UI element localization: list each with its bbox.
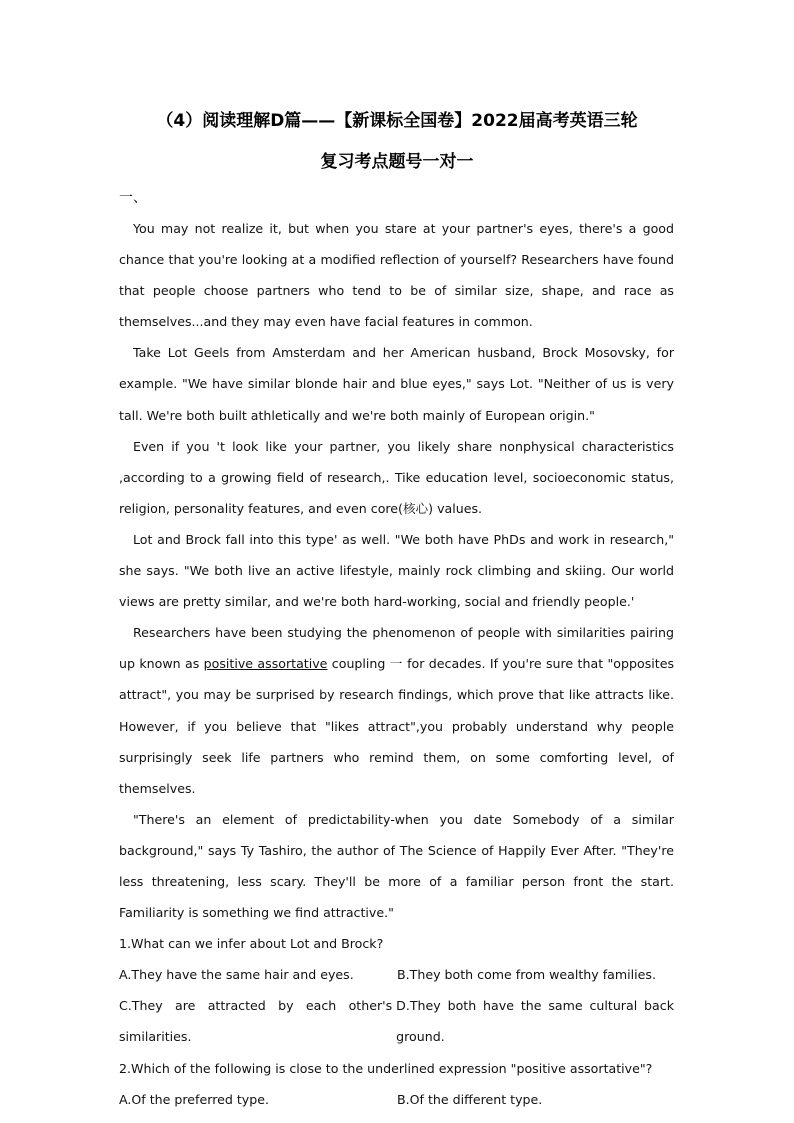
document-title-line1: （4）阅读理解D篇——【新课标全国卷】2022届高考英语三轮 (156, 111, 638, 131)
question-1-stem: 1.What can we infer about Lot and Brock? (119, 936, 384, 952)
question-1-option-a: A.They have the same hair and eyes. (119, 967, 354, 983)
passage-body (119, 213, 674, 1115)
question-1-option-c: C.They are attracted by each other's similarities. (119, 998, 393, 1045)
question-1-option-b: B.They both come from wealthy families. (397, 967, 656, 983)
paragraph-3: Even if you 't look like your partner, you likely share nonphysical characteristics ,according to a growing field of research,. Tike education level, socioeconomic status, religion, personality features, and even core(核心) values. (119, 438, 674, 516)
paragraph-4: Lot and Brock fall into this type' as well. "We both have PhDs and work in research," she says. "We both live an active lifestyle, mainly rock climbing and skiing. Our world views are pretty similar, and we're both hard-working, social and friendly people.' (119, 531, 674, 610)
question-2-options-ab (119, 1084, 674, 1115)
paragraph-5 (119, 617, 674, 804)
paragraph-5-start: Researchers have been studying the phenomenon of people with similarities pairing up known as (119, 625, 674, 672)
paragraph-6: "There's an element of predictability-when you date Somebody of a similar background," says Ty Tashiro, the author of The Science of Happily Ever After. "They're less threatening, less scary. They'll be more of a familiar person front the start. Familiarity is something we find attractive." (119, 811, 674, 921)
paragraph-5-end: coupling 一 for decades. If you're sure that "opposites attract", you may be surprised by research findings, which prove that like attracts like. However, if you believe that "likes attract",you probably understand why people surprisingly seek life partners who remind them, on some comforting level, of themselves. (119, 656, 675, 796)
paragraph-2: Take Lot Geels from Amsterdam and her American husband, Brock Mosovsky, for example. "We have similar blonde hair and blue eyes," says Lot. "Neither of us is very tall. We're both built athletically and we're both mainly of European origin." (119, 345, 674, 423)
question-1-options-ab (119, 959, 674, 990)
question-2-stem: 2.Which of the following is close to the underlined expression "positive assortative"? (119, 1060, 653, 1076)
question-1-option-d: D.They both have the same cultural back ground. (396, 998, 674, 1045)
document-title-line2: 复习考点题号一对一 (320, 152, 474, 172)
question-1-options-cd (119, 990, 674, 1052)
question-2-option-b: B.Of the different type. (397, 1091, 543, 1107)
underlined-expression: positive assortative (203, 656, 328, 672)
section-marker: 一、 (119, 190, 147, 206)
paragraph-1: You may not realize it, but when you stare at your partner's eyes, there's a good chance that you're looking at a modified reflection of yourself? Researchers have found that people choose partners who tend to be of similar size, shape, and race as themselves...and they may even have facial features in common. (119, 221, 674, 330)
question-2-option-a: A.Of the preferred type. (119, 1091, 269, 1107)
